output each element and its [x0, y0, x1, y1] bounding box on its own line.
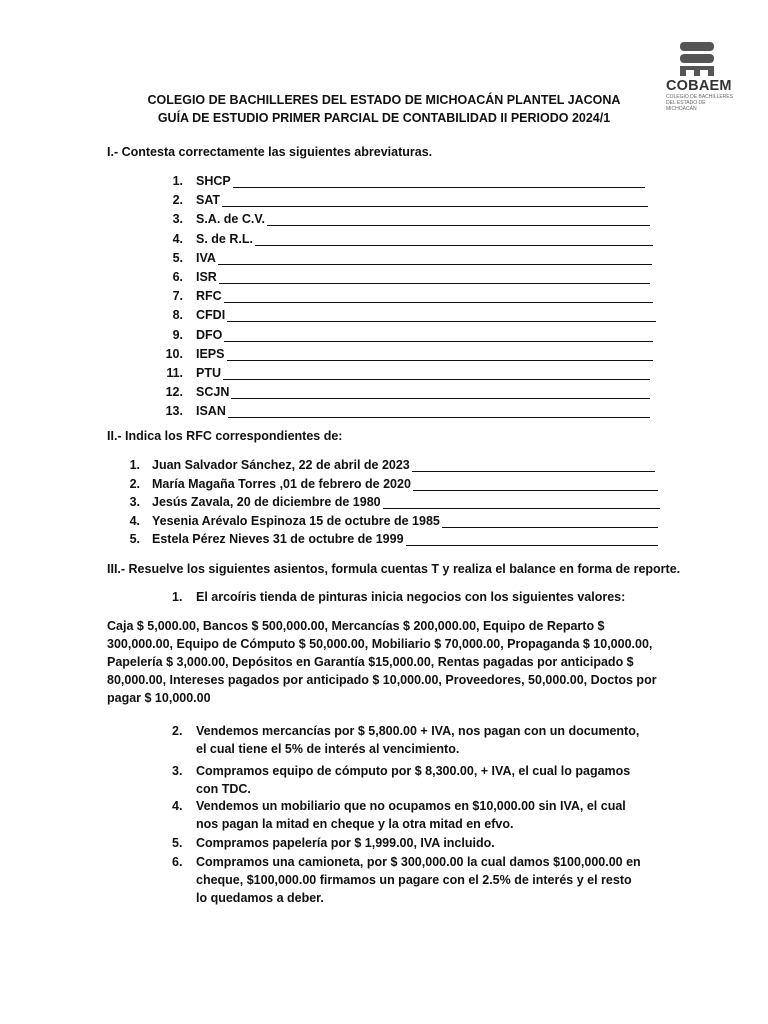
abbreviation-label: IVA: [196, 250, 216, 265]
section-2-title: II.- Indica los RFC correspondientes de:: [107, 429, 343, 443]
answer-line[interactable]: [267, 214, 650, 226]
item-number: 3.: [172, 212, 183, 227]
abbreviation-item: [196, 212, 265, 226]
answer-line[interactable]: [227, 310, 656, 322]
item-number: 9.: [172, 327, 183, 342]
abbreviation-label: RFC: [196, 289, 222, 304]
answer-line[interactable]: [383, 497, 660, 509]
abbreviation-label: CFDI: [196, 308, 226, 323]
answer-line[interactable]: [442, 516, 658, 528]
item-number: 4.: [172, 231, 183, 246]
item-number: 6.: [172, 855, 183, 869]
answer-line[interactable]: [231, 387, 650, 399]
abbreviation-label: SHCP: [196, 174, 231, 188]
answer-line[interactable]: [223, 368, 650, 380]
rfc-person: Juan Salvador Sánchez, 22 de abril de 2023: [152, 458, 410, 472]
initial-values-paragraph: Caja $ 5,000.00, Bancos $ 500,000.00, Mercancías $ 200,000.00, Equipo de Reparto $ 300,000.00, Equipo de Cómputo $ 50,000.00, Mobiliario $ 70,000.00, Propaganda $ 10,000.00, Papelería $ 3,000.00, Depósitos en Garantía $15,000.00, Rentas pagadas por anticipado $ 80,000.00, Intereses pagados por anticipado $ 10,000.00, Proveedores, 50,000.00, Doctos por pagar $ 10,000.00: [107, 619, 657, 705]
abbreviation-item: [196, 366, 221, 380]
item-number: 4.: [129, 513, 140, 528]
rfc-person: Estela Pérez Nieves 31 de octubre de 1999: [152, 532, 404, 546]
rfc-person: Yesenia Arévalo Espinoza 15 de octubre de 1985: [152, 513, 440, 528]
transaction-text: Compramos papelería por $ 1,999.00, IVA incluido.: [196, 836, 495, 850]
abbreviation-label: SAT: [196, 193, 221, 208]
answer-line[interactable]: [413, 479, 658, 491]
item-number: 4.: [172, 799, 183, 813]
item-number: 6.: [172, 270, 183, 284]
abbreviation-item: [196, 193, 220, 207]
abbreviation-item: [196, 232, 253, 246]
answer-line[interactable]: [222, 195, 648, 207]
cobaem-emblem-icon: [664, 40, 734, 80]
intro-text: El arcoíris tienda de pinturas inicia negocios con los siguientes valores:: [196, 590, 626, 604]
item-number: 13.: [165, 404, 183, 419]
item-number: 1.: [129, 458, 140, 472]
item-number: 12.: [165, 385, 183, 400]
item-number: 2.: [172, 724, 183, 738]
transaction-text: Compramos equipo de cómputo por $ 8,300.00, + IVA, el cual lo pagamos con TDC.: [196, 764, 631, 796]
transaction-text: Vendemos un mobiliario que no ocupamos en $10,000.00 sin IVA, el cual nos pagan la mitad en cheque y la otra mitad en efvo.: [196, 799, 626, 831]
answer-line[interactable]: [255, 234, 653, 246]
answer-line[interactable]: [224, 291, 653, 303]
abbreviation-item: [196, 270, 217, 284]
item-number: 10.: [165, 346, 183, 361]
item-number: 8.: [172, 308, 183, 323]
answer-line[interactable]: [218, 253, 652, 265]
rfc-person: Jesús Zavala, 20 de diciembre de 1980: [152, 495, 381, 509]
intro-number: 1.: [172, 590, 183, 604]
abbreviation-label: S. de R.L.: [196, 231, 253, 246]
item-number: 5.: [129, 532, 140, 546]
answer-line[interactable]: [406, 534, 658, 546]
item-number: 11.: [166, 366, 183, 380]
abbreviation-item: [196, 308, 225, 322]
abbreviation-item: [196, 328, 222, 342]
abbreviation-item: [196, 174, 231, 188]
item-number: 2.: [129, 476, 140, 491]
intro-item: [172, 590, 626, 604]
item-number: 7.: [172, 289, 183, 304]
abbreviation-item: [196, 347, 225, 361]
answer-line[interactable]: [233, 176, 645, 188]
section-3-title: III.- Resuelve los siguientes asientos, formula cuentas T y realiza el balance en forma de reporte.: [107, 562, 681, 576]
abbreviation-item: [196, 404, 226, 418]
item-number: 2.: [172, 193, 183, 208]
abbreviation-label: ISR: [196, 270, 217, 284]
abbreviation-label: PTU: [196, 366, 221, 380]
answer-line[interactable]: [412, 460, 655, 472]
logo-subtitle: COLEGIO DE BACHILLERES DEL ESTADO DE MICHOACÁN: [666, 94, 733, 112]
answer-line[interactable]: [219, 272, 650, 284]
transaction-text: Vendemos mercancías por $ 5,800.00 + IVA, nos pagan con un documento, el cual tiene el 5% de interés al vencimiento.: [196, 724, 640, 756]
logo-name: COBAEM: [666, 78, 732, 94]
answer-line[interactable]: [227, 349, 654, 361]
section-1-title: I.- Contesta correctamente las siguientes abreviaturas.: [107, 145, 433, 159]
abbreviation-item: [196, 251, 216, 265]
abbreviation-item: [196, 289, 222, 303]
item-number: 5.: [172, 836, 183, 850]
item-number: 3.: [172, 764, 183, 778]
rfc-person: María Magaña Torres ,01 de febrero de 2020: [152, 476, 411, 491]
item-number: 5.: [172, 250, 183, 265]
school-title: COLEGIO DE BACHILLERES DEL ESTADO DE MICHOACÁN PLANTEL JACONA: [147, 93, 621, 107]
answer-line[interactable]: [228, 406, 650, 418]
answer-line[interactable]: [224, 330, 653, 342]
abbreviation-label: DFO: [196, 327, 223, 342]
abbreviation-label: S.A. de C.V.: [196, 212, 266, 227]
item-number: 3.: [129, 495, 140, 509]
transaction-text: Compramos una camioneta, por $ 300,000.00 la cual damos $100,000.00 en cheque, $100,000.00 firmamos un pagare con el 2.5% de interés y el resto lo quedamos a deber.: [196, 855, 641, 905]
abbreviation-item: [196, 385, 229, 399]
abbreviation-label: ISAN: [196, 404, 226, 419]
abbreviation-label: SCJN: [196, 385, 230, 400]
guide-title: GUÍA DE ESTUDIO PRIMER PARCIAL DE CONTABILIDAD II PERIODO 2024/1: [157, 111, 611, 125]
item-number: 1.: [172, 174, 183, 188]
abbreviation-label: IEPS: [196, 346, 225, 361]
